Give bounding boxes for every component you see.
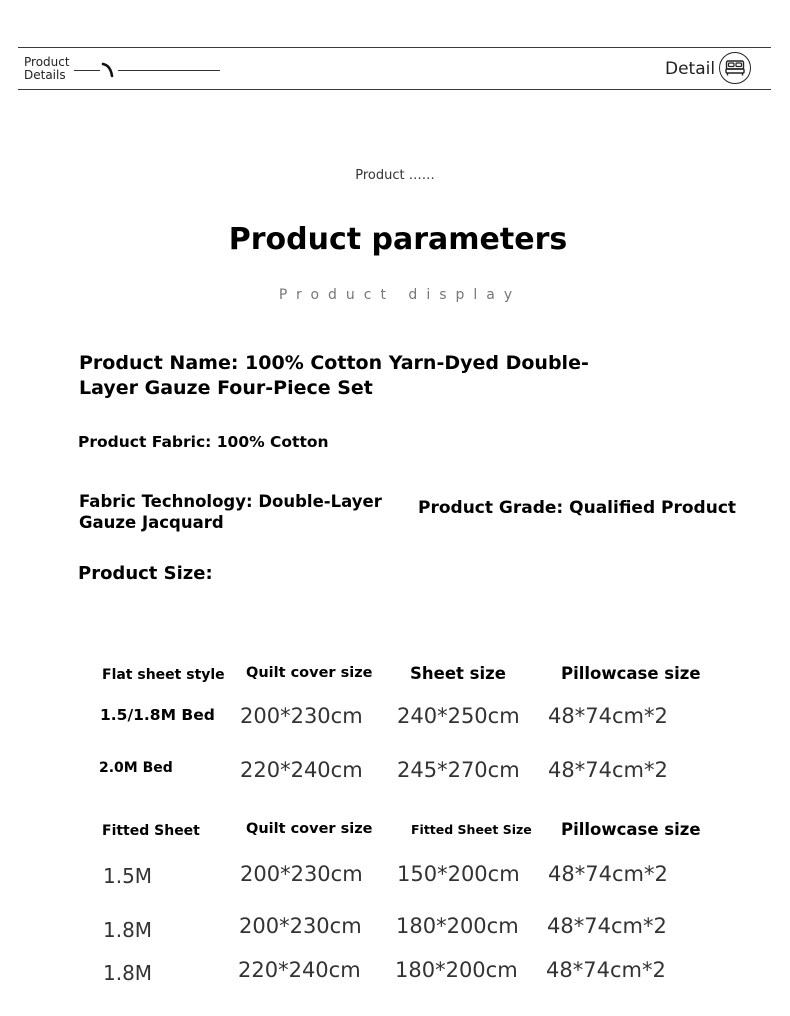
section-eyebrow: Product …… xyxy=(355,168,435,183)
table-cell: 200*230cm xyxy=(240,862,363,886)
header-label xyxy=(24,56,70,82)
table-header-cell: Fitted Sheet Size xyxy=(411,822,532,837)
table-cell: 48*74cm*2 xyxy=(547,914,667,938)
table-cell: 48*74cm*2 xyxy=(546,958,666,982)
table-cell: 200*230cm xyxy=(240,704,363,728)
header-top-rule xyxy=(18,47,771,48)
table-cell: 245*270cm xyxy=(397,758,520,782)
table-header-cell: Pillowcase size xyxy=(561,664,701,683)
product-name: Product Name: 100% Cotton Yarn-Dyed Double-Layer Gauze Four-Piece Set xyxy=(79,352,589,399)
product-fabric: Product Fabric: 100% Cotton xyxy=(78,433,329,451)
table-header-cell: Flat sheet style xyxy=(102,667,225,683)
table-cell: 1.8M xyxy=(103,961,153,985)
header-decor-line xyxy=(74,70,100,71)
table-header-cell: Fitted Sheet xyxy=(102,823,200,839)
table-cell: 200*230cm xyxy=(239,914,362,938)
table-cell: 220*240cm xyxy=(240,758,363,782)
fabric-technology: Fabric Technology: Double-Layer Gauze Jacquard xyxy=(79,492,382,532)
header-decor-line xyxy=(118,70,220,71)
header-bottom-rule xyxy=(18,89,771,90)
header-detail-text: Detail xyxy=(665,59,716,79)
page-subtitle: Product display xyxy=(278,287,522,303)
table-cell: 48*74cm*2 xyxy=(548,758,668,782)
table-cell: 1.5M xyxy=(103,864,153,888)
swoosh-icon xyxy=(101,62,115,78)
table-header-cell: Sheet size xyxy=(410,664,506,683)
product-size-label: Product Size: xyxy=(78,563,213,584)
table-cell: 2.0M Bed xyxy=(99,760,173,776)
table-header-cell: Quilt cover size xyxy=(246,665,373,681)
table-cell: 1.8M xyxy=(103,918,153,942)
page-title: Product parameters xyxy=(228,222,568,257)
table-cell: 48*74cm*2 xyxy=(548,862,668,886)
table-cell: 240*250cm xyxy=(397,704,520,728)
table-cell: 180*200cm xyxy=(396,914,519,938)
bed-icon xyxy=(719,52,751,84)
table-cell: 180*200cm xyxy=(395,958,518,982)
table-header-cell: Pillowcase size xyxy=(561,820,701,839)
header-label-line2: Details xyxy=(24,68,66,82)
table-cell: 1.5/1.8M Bed xyxy=(100,706,215,724)
table-cell: 220*240cm xyxy=(238,958,361,982)
product-grade: Product Grade: Qualified Product xyxy=(418,498,737,518)
header-label-line1: Product xyxy=(24,55,70,69)
table-header-cell: Quilt cover size xyxy=(246,821,373,837)
table-cell: 48*74cm*2 xyxy=(548,704,668,728)
table-cell: 150*200cm xyxy=(397,862,520,886)
